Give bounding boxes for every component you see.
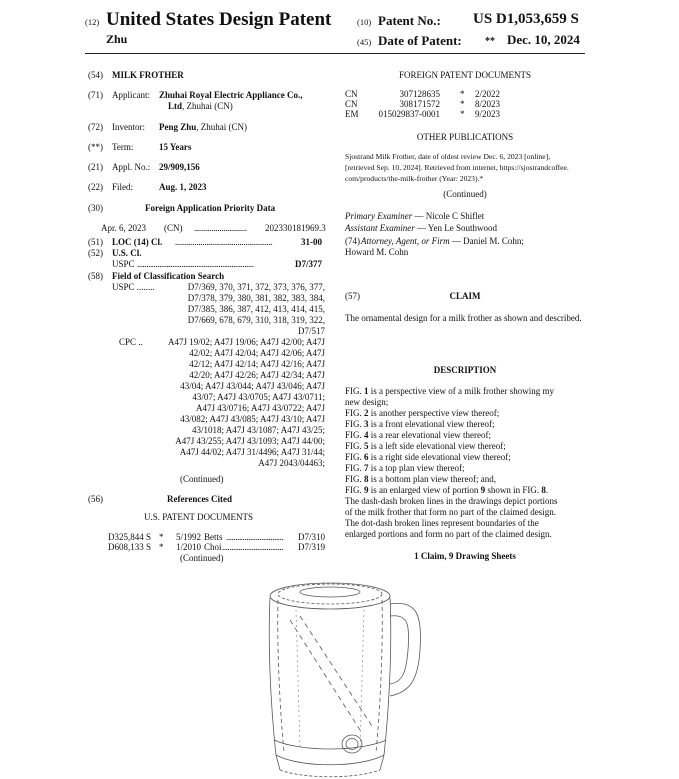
- applicant-label: Applicant:: [112, 90, 150, 100]
- desc-line: FIG. 8 is a bottom plan view thereof; and,: [345, 474, 496, 484]
- applicant-code: (71): [88, 90, 103, 100]
- field-uspc-line: D7/669, 678, 679, 310, 318, 319, 322,: [187, 315, 325, 325]
- field-cpc-line: 42/20; A47J 42/26; A47J 42/34; A47J: [189, 370, 325, 380]
- field-cpc-line: 43/07; A47J 43/0705; A47J 43/0711;: [192, 392, 325, 402]
- us-doc-row: [108, 542, 151, 553]
- filed-date: Aug. 1, 2023: [159, 182, 207, 192]
- base-band-top: [274, 740, 386, 749]
- claim-text: The ornamental design for a milk frother as shown and described.: [345, 313, 582, 323]
- base-band-bottom: [276, 755, 384, 765]
- priority-date: Apr. 6, 2023: [101, 223, 146, 233]
- description-body: [345, 386, 590, 540]
- other-pubs-line: Sjostrand Milk Frother, date of oldest review Dec. 6, 2023 [online],: [345, 152, 551, 161]
- us-doc-class: D7/310: [298, 532, 325, 542]
- inventor-code: (72): [88, 122, 103, 132]
- term-value: 15 Years: [159, 142, 192, 152]
- assistant-examiner: [345, 223, 497, 234]
- handle-inner: [390, 616, 409, 684]
- uspc-label: USPC: [112, 259, 135, 269]
- continued-1: (Continued): [180, 474, 224, 484]
- us-doc-date: 1/2010: [176, 542, 202, 552]
- desc-line: FIG. 7 is a top plan view thereof;: [345, 463, 465, 473]
- loc-dots: ..................................................: [175, 237, 273, 247]
- foreign-doc-number: 308171572: [399, 99, 440, 109]
- us-doc-number: D325,844 S: [108, 532, 152, 542]
- date-code: (45): [357, 37, 372, 47]
- priority-country: (CN): [164, 223, 183, 233]
- header-rule: [85, 53, 585, 54]
- field-cpc-line: A47J 43/0716; A47J 43/0722; A47J: [195, 403, 325, 413]
- loc-value: 31-00: [301, 237, 322, 247]
- patent-no-code: (10): [357, 17, 372, 27]
- foreign-doc-number: 307128635: [399, 89, 440, 99]
- base-sides: [276, 755, 384, 770]
- claim-code: (57): [345, 291, 360, 301]
- us-doc-dots: .................................: [222, 542, 284, 552]
- desc-line: FIG. 3 is a front elevational view thereof;: [345, 419, 495, 429]
- refs-title: References Cited: [167, 494, 233, 504]
- field-cpc-line: 42/12; A47J 42/14; A47J 42/16; A47J: [189, 359, 325, 369]
- foreign-doc-date: 9/2023: [475, 109, 501, 119]
- desc-line: The dash-dash broken lines in the drawings depict portions: [345, 496, 558, 506]
- body-left-edge: [269, 598, 276, 755]
- us-doc-name: Betts: [204, 532, 223, 542]
- base-foot: [280, 770, 380, 777]
- primary-examiner-name: — Nicole C Shiflet: [412, 211, 485, 221]
- field-uspc-line: D7/378, 379, 380, 381, 382, 383, 384,: [187, 293, 325, 303]
- field-cpc-line: 42/02; A47J 42/04; A47J 42/06; A47J: [189, 348, 325, 358]
- filed-code: (22): [88, 182, 103, 192]
- foreign-doc-star: *: [460, 109, 465, 119]
- desc-line: FIG. 1 is a perspective view of a milk frother showing my: [345, 386, 554, 396]
- other-pubs-body: [345, 151, 590, 184]
- date-stars: **: [485, 36, 495, 47]
- filed-label: Filed:: [112, 182, 134, 192]
- foreign-docs-title: FOREIGN PATENT DOCUMENTS: [398, 70, 532, 80]
- desc-line: of the milk frother that form no part of the claimed design.: [345, 507, 556, 517]
- inventor-label: Inventor:: [112, 122, 145, 132]
- priority-number: 202330181969.3: [265, 223, 326, 233]
- other-pubs-line: [retrieved Sep. 10, 2024]. Retrieved from internet, https://sjostrandcoffee.: [345, 163, 569, 172]
- field-code: (58): [88, 271, 103, 281]
- desc-line: new design;: [345, 397, 389, 407]
- appl-label: Appl. No.:: [112, 162, 151, 172]
- assistant-examiner-label: Assistant Examiner: [345, 223, 415, 233]
- desc-line: FIG. 4 is a rear elevational view thereof;: [345, 430, 491, 440]
- priority-title: Foreign Application Priority Data: [145, 203, 276, 213]
- body-left-inner: [278, 600, 284, 752]
- attorney-name: — Daniel M. Cohn;: [449, 236, 524, 246]
- term-label: Term:: [112, 142, 134, 152]
- claims-summary: 1 Claim, 9 Drawing Sheets: [414, 551, 516, 561]
- date-label: Date of Patent:: [378, 33, 462, 48]
- inventor-line: [159, 122, 247, 133]
- priority-code: (30): [88, 203, 103, 213]
- field-cpc-line: 43/1018; A47J 43/1087; A47J 43/25;: [191, 425, 325, 435]
- contour-lines: [296, 610, 364, 748]
- patent-no-label: Patent No.:: [378, 13, 441, 28]
- foreign-doc-star: *: [460, 99, 465, 109]
- foreign-doc-number: 015029837-0001: [378, 109, 440, 119]
- attorney-code: (74): [345, 236, 360, 246]
- patent-number: US D1,053,659 S: [473, 11, 579, 27]
- field-cpc-line: A47J 43/255; A47J 43/1093; A47J 44/00;: [175, 436, 325, 446]
- other-pubs-continued: (Continued): [443, 189, 487, 199]
- field-cpc-line: 43/04; A47J 43/044; A47J 43/046; A47J: [180, 381, 325, 391]
- body-right-inner: [376, 600, 382, 752]
- us-doc-number: D608,133 S: [108, 542, 152, 552]
- foreign-doc-country: CN: [345, 89, 358, 99]
- field-cpc-line: A47J 2043/04463;: [258, 458, 325, 468]
- power-button-outer: [342, 735, 362, 753]
- field-cpc-line: 43/082; A47J 43/085; A47J 43/10; A47J: [180, 414, 325, 424]
- desc-line: FIG. 2 is another perspective view thereof;: [345, 408, 500, 418]
- us-doc-date: 5/1992: [176, 532, 202, 542]
- desc-line: The dot-dash broken lines represent boundaries of the: [345, 518, 539, 528]
- primary-examiner: [345, 211, 484, 222]
- attorney-line2: Howard M. Cohn: [345, 247, 409, 257]
- patent-date: Dec. 10, 2024: [507, 32, 580, 47]
- handle-outer: [390, 603, 420, 696]
- desc-line: FIG. 9 is an enlarged view of portion 9 shown in FIG. 8.: [345, 485, 549, 495]
- field-uspc-label: USPC ........: [112, 282, 155, 292]
- field-uspc-line: D7/369, 370, 371, 372, 373, 376, 377,: [187, 282, 325, 292]
- uspc-dots: ...............................................................: [137, 259, 254, 269]
- field-cpc-list: [140, 337, 325, 469]
- us-doc-star: *: [159, 532, 164, 542]
- lid-knob: [300, 587, 360, 597]
- field-cpc-line: A47J 44/02; A47J 31/4496; A47J 31/44;: [179, 447, 325, 457]
- loc-code: (51): [88, 237, 103, 247]
- description-title: DESCRIPTION: [433, 365, 497, 375]
- body-right-edge: [384, 598, 391, 755]
- priority-dots: ...........................: [194, 223, 247, 233]
- other-pubs-title: OTHER PUBLICATIONS: [416, 132, 514, 142]
- desc-line: FIG. 5 is a left side elevational view thereof;: [345, 441, 506, 451]
- claim-title: CLAIM: [449, 291, 481, 301]
- foreign-doc-date: 8/2023: [475, 99, 501, 109]
- glare-line: [300, 616, 372, 726]
- foreign-doc-star: *: [460, 89, 465, 99]
- us-doc-name: Choi: [204, 542, 222, 552]
- milk-frother-drawing: [240, 580, 440, 779]
- title-code: (54): [88, 70, 103, 80]
- uscl-code: (52): [88, 248, 103, 258]
- applicant-line2: [168, 101, 233, 112]
- applicant-location: , Zhuhai (CN): [182, 101, 233, 111]
- applicant-ltd: Ltd: [168, 101, 183, 111]
- uspc-value: D7/377: [295, 259, 322, 269]
- design-title: MILK FROTHER: [112, 70, 184, 80]
- field-cpc-line: A47J 19/02; A47J 19/06; A47J 42/00; A47J: [167, 337, 325, 347]
- foreign-doc-country: EM: [345, 109, 359, 119]
- field-cpc-label: CPC ..: [119, 337, 143, 347]
- field-title: Field of Classification Search: [112, 271, 225, 281]
- doc-code: (12): [85, 17, 100, 27]
- inventor-short: Zhu: [106, 32, 128, 46]
- document-title: United States Design Patent: [106, 9, 332, 30]
- other-pubs-line: com/products/the-milk-frother (Year: 2023).*: [345, 174, 484, 183]
- appl-code: (21): [88, 162, 103, 172]
- appl-number: 29/909,156: [159, 162, 200, 172]
- desc-line: enlarged portions and form no part of the claimed design.: [345, 529, 552, 539]
- field-uspc-list: [160, 282, 325, 337]
- uscl-label: U.S. Cl.: [112, 248, 142, 258]
- continued-2: (Continued): [180, 553, 224, 563]
- loc-label: LOC (14) Cl.: [112, 237, 163, 247]
- us-docs-title: U.S. PATENT DOCUMENTS: [144, 512, 254, 522]
- assistant-examiner-name: — Yen Le Southwood: [414, 223, 498, 233]
- attorney-label: Attorney, Agent, or Firm: [361, 236, 450, 246]
- us-doc-class: D7/319: [298, 542, 325, 552]
- inventor-location: , Zhuhai (CN): [196, 122, 248, 132]
- us-doc-star: *: [159, 542, 164, 552]
- foreign-doc-country: CN: [345, 99, 358, 109]
- term-code: (**): [88, 142, 103, 152]
- foreign-doc-date: 2/2022: [475, 89, 501, 99]
- inventor-name: Peng Zhu: [159, 122, 197, 132]
- applicant-name: Zhuhai Royal Electric Appliance Co.,: [159, 90, 303, 100]
- us-doc-dots: ...............................: [226, 532, 284, 542]
- refs-code: (56): [88, 494, 103, 504]
- desc-line: FIG. 6 is a right side elevational view thereof;: [345, 452, 511, 462]
- field-uspc-line: D7/385, 386, 387, 412, 413, 414, 415,: [187, 304, 325, 314]
- attorney: [361, 236, 524, 247]
- primary-examiner-label: Primary Examiner: [345, 211, 413, 221]
- glare-line: [290, 620, 360, 730]
- field-uspc-line: D7/517: [298, 326, 325, 336]
